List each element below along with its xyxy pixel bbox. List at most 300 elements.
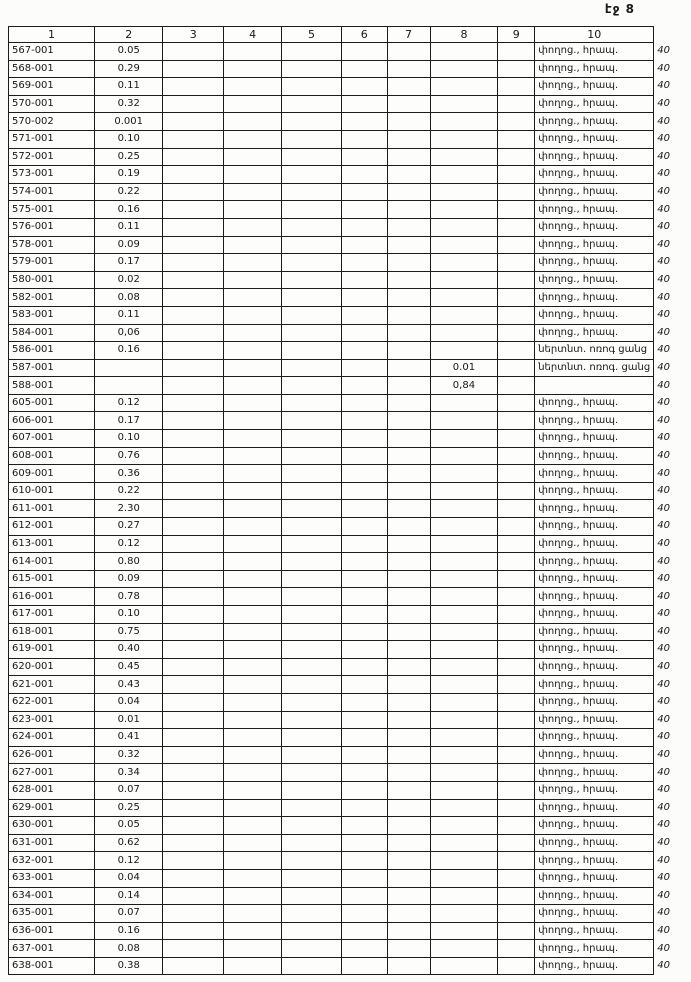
value-cell: [498, 729, 535, 747]
value-cell: [387, 377, 430, 395]
column-header-3: 3: [163, 27, 224, 43]
value-cell: [163, 201, 224, 219]
value-cell: [224, 535, 282, 553]
value-cell: [341, 781, 387, 799]
value-cell: [341, 359, 387, 377]
value-cell: [341, 570, 387, 588]
value-cell: [430, 183, 498, 201]
value-cell: [282, 887, 342, 905]
value-cell: 0.08: [94, 289, 163, 307]
value-cell: [387, 342, 430, 360]
margin-mark: 40: [657, 361, 670, 373]
value-cell: [163, 500, 224, 518]
value-cell: [341, 729, 387, 747]
value-cell: [387, 535, 430, 553]
value-cell: [498, 306, 535, 324]
row-id-cell: 635-001: [9, 905, 95, 923]
value-cell: [341, 658, 387, 676]
value-cell: [224, 113, 282, 131]
value-cell: [224, 588, 282, 606]
margin-mark: 40: [657, 168, 670, 180]
value-cell: [498, 553, 535, 571]
value-cell: [498, 289, 535, 307]
value-cell: [163, 658, 224, 676]
value-cell: [224, 905, 282, 923]
value-cell: [163, 218, 224, 236]
value-cell: [224, 447, 282, 465]
table-row: [9, 957, 691, 975]
value-cell: 0.27: [94, 518, 163, 536]
value-cell: [430, 641, 498, 659]
value-cell: [430, 588, 498, 606]
value-cell: [163, 465, 224, 483]
value-cell: [282, 606, 342, 624]
value-cell: [282, 781, 342, 799]
table-row: [9, 218, 691, 236]
row-id-cell: 637-001: [9, 940, 95, 958]
value-cell: [387, 852, 430, 870]
value-cell: 0.07: [94, 781, 163, 799]
value-cell: [430, 781, 498, 799]
row-id-cell: 628-001: [9, 781, 95, 799]
description-cell: փողոց., հրապ.: [535, 183, 654, 201]
value-cell: [224, 957, 282, 975]
value-cell: [341, 113, 387, 131]
margin-mark: 40: [657, 678, 670, 690]
table-row: [9, 570, 691, 588]
value-cell: [498, 148, 535, 166]
value-cell: [282, 817, 342, 835]
value-cell: [387, 570, 430, 588]
table-row: [9, 113, 691, 131]
row-id-cell: 636-001: [9, 922, 95, 940]
margin-mark: 40: [657, 485, 670, 497]
value-cell: [430, 834, 498, 852]
value-cell: [498, 359, 535, 377]
margin-mark: 40: [657, 326, 670, 338]
value-cell: [282, 799, 342, 817]
row-id-cell: 569-001: [9, 78, 95, 96]
value-cell: [387, 183, 430, 201]
value-cell: [224, 940, 282, 958]
description-cell: փողոց., հրապ.: [535, 447, 654, 465]
value-cell: [163, 43, 224, 61]
description-cell: փողոց., հրապ.: [535, 271, 654, 289]
page-number-label: էջ 8: [604, 2, 635, 16]
value-cell: 0.04: [94, 869, 163, 887]
description-cell: փողոց., հրապ.: [535, 43, 654, 61]
value-cell: 0.32: [94, 95, 163, 113]
value-cell: 0.34: [94, 764, 163, 782]
value-cell: 0.14: [94, 887, 163, 905]
column-header-10: 10: [535, 27, 654, 43]
value-cell: [498, 394, 535, 412]
margin-mark: 40: [657, 502, 670, 514]
value-cell: [163, 324, 224, 342]
description-cell: փողոց., հրապ.: [535, 95, 654, 113]
description-cell: փողոց., հրապ.: [535, 764, 654, 782]
value-cell: [498, 113, 535, 131]
value-cell: [341, 711, 387, 729]
value-cell: [341, 201, 387, 219]
value-cell: [430, 394, 498, 412]
row-id-cell: 567-001: [9, 43, 95, 61]
table-row: [9, 922, 691, 940]
row-id-cell: 633-001: [9, 869, 95, 887]
value-cell: [224, 465, 282, 483]
value-cell: [430, 201, 498, 219]
row-id-cell: 614-001: [9, 553, 95, 571]
value-cell: [224, 922, 282, 940]
value-cell: [387, 746, 430, 764]
value-cell: 0.09: [94, 236, 163, 254]
value-cell: 0.07: [94, 905, 163, 923]
margin-mark: 40: [657, 379, 670, 391]
value-cell: [387, 465, 430, 483]
value-cell: [387, 869, 430, 887]
description-cell: փողոց., հրապ.: [535, 482, 654, 500]
value-cell: 0.04: [94, 693, 163, 711]
row-id-cell: 638-001: [9, 957, 95, 975]
value-cell: 0.32: [94, 746, 163, 764]
column-header-9: 9: [498, 27, 535, 43]
value-cell: [387, 236, 430, 254]
value-cell: [430, 711, 498, 729]
value-cell: [163, 957, 224, 975]
value-cell: [498, 500, 535, 518]
value-cell: [498, 324, 535, 342]
value-cell: [163, 817, 224, 835]
margin-mark: 40: [657, 854, 670, 866]
value-cell: [341, 412, 387, 430]
value-cell: [341, 394, 387, 412]
value-cell: [163, 852, 224, 870]
value-cell: [341, 887, 387, 905]
value-cell: [224, 553, 282, 571]
value-cell: [498, 254, 535, 272]
value-cell: [282, 430, 342, 448]
value-cell: [163, 676, 224, 694]
value-cell: [498, 922, 535, 940]
value-cell: [341, 236, 387, 254]
value-cell: [341, 869, 387, 887]
margin-mark: 40: [657, 643, 670, 655]
margin-mark: 40: [657, 625, 670, 637]
value-cell: [341, 693, 387, 711]
value-cell: [387, 518, 430, 536]
table-row: [9, 711, 691, 729]
column-header-4: 4: [224, 27, 282, 43]
value-cell: [498, 711, 535, 729]
value-cell: [430, 482, 498, 500]
value-cell: [282, 271, 342, 289]
value-cell: [224, 623, 282, 641]
value-cell: [430, 957, 498, 975]
table-row: [9, 781, 691, 799]
row-id-cell: 631-001: [9, 834, 95, 852]
value-cell: [498, 905, 535, 923]
margin-mark: 40: [657, 414, 670, 426]
value-cell: [163, 711, 224, 729]
value-cell: 0.12: [94, 852, 163, 870]
row-id-cell: 618-001: [9, 623, 95, 641]
value-cell: [387, 130, 430, 148]
value-cell: [341, 922, 387, 940]
description-cell: փողոց., հրապ.: [535, 166, 654, 184]
value-cell: [341, 905, 387, 923]
row-id-cell: 570-001: [9, 95, 95, 113]
description-cell: փողոց., հրապ.: [535, 130, 654, 148]
value-cell: [430, 289, 498, 307]
value-cell: [282, 500, 342, 518]
value-cell: [163, 781, 224, 799]
value-cell: [224, 166, 282, 184]
value-cell: [430, 342, 498, 360]
value-cell: [163, 377, 224, 395]
value-cell: [498, 201, 535, 219]
value-cell: [224, 43, 282, 61]
value-cell: 0.12: [94, 394, 163, 412]
table-row: [9, 412, 691, 430]
margin-mark: 40: [657, 98, 670, 110]
value-cell: [498, 957, 535, 975]
value-cell: [498, 43, 535, 61]
value-cell: [430, 746, 498, 764]
value-cell: [282, 834, 342, 852]
description-cell: փողոց., հրապ.: [535, 817, 654, 835]
value-cell: [498, 852, 535, 870]
value-cell: [163, 905, 224, 923]
table-row: [9, 324, 691, 342]
description-cell: փողոց., հրապ.: [535, 799, 654, 817]
row-id-cell: 620-001: [9, 658, 95, 676]
value-cell: 0.40: [94, 641, 163, 659]
value-cell: 0.10: [94, 606, 163, 624]
table-row: [9, 130, 691, 148]
value-cell: 0.05: [94, 817, 163, 835]
value-cell: [282, 359, 342, 377]
table-row: [9, 641, 691, 659]
value-cell: [387, 78, 430, 96]
value-cell: [163, 430, 224, 448]
row-id-cell: 617-001: [9, 606, 95, 624]
value-cell: [163, 289, 224, 307]
value-cell: [430, 465, 498, 483]
value-cell: [430, 693, 498, 711]
margin-mark: 40: [657, 749, 670, 761]
row-id-cell: 572-001: [9, 148, 95, 166]
value-cell: 0.16: [94, 201, 163, 219]
value-cell: [387, 201, 430, 219]
value-cell: [430, 430, 498, 448]
description-cell: փողոց., հրապ.: [535, 412, 654, 430]
margin-mark: 40: [657, 889, 670, 901]
margin-mark: 40: [657, 186, 670, 198]
description-cell: փողոց., հրապ.: [535, 254, 654, 272]
value-cell: [341, 623, 387, 641]
margin-mark: 40: [657, 713, 670, 725]
value-cell: [498, 746, 535, 764]
value-cell: [430, 324, 498, 342]
value-cell: [224, 746, 282, 764]
value-cell: [224, 359, 282, 377]
value-cell: 0.76: [94, 447, 163, 465]
value-cell: [387, 166, 430, 184]
value-cell: [341, 130, 387, 148]
value-cell: [341, 271, 387, 289]
value-cell: [163, 183, 224, 201]
row-id-cell: 629-001: [9, 799, 95, 817]
table-row: [9, 606, 691, 624]
value-cell: [341, 60, 387, 78]
value-cell: [430, 43, 498, 61]
description-cell: փողոց., հրապ.: [535, 306, 654, 324]
value-cell: [430, 676, 498, 694]
value-cell: [498, 482, 535, 500]
value-cell: [282, 113, 342, 131]
margin-mark: 40: [657, 731, 670, 743]
value-cell: [498, 447, 535, 465]
margin-mark: 40: [657, 924, 670, 936]
table-row: [9, 834, 691, 852]
value-cell: [282, 289, 342, 307]
value-cell: [163, 236, 224, 254]
margin-mark: 40: [657, 238, 670, 250]
value-cell: [341, 500, 387, 518]
table-row: [9, 271, 691, 289]
table-row: [9, 359, 691, 377]
value-cell: 0.001: [94, 113, 163, 131]
value-cell: [224, 729, 282, 747]
value-cell: [498, 887, 535, 905]
value-cell: 0.38: [94, 957, 163, 975]
value-cell: [163, 764, 224, 782]
value-cell: [430, 271, 498, 289]
value-cell: [163, 799, 224, 817]
value-cell: [498, 781, 535, 799]
margin-mark: 40: [657, 344, 670, 356]
value-cell: [387, 641, 430, 659]
description-cell: փողոց., հրապ.: [535, 465, 654, 483]
value-cell: [498, 940, 535, 958]
value-cell: [224, 95, 282, 113]
margin-mark: 40: [657, 467, 670, 479]
value-cell: [387, 113, 430, 131]
value-cell: [341, 535, 387, 553]
margin-mark: 40: [657, 432, 670, 444]
value-cell: [430, 852, 498, 870]
value-cell: [94, 377, 163, 395]
value-cell: [430, 869, 498, 887]
value-cell: [282, 570, 342, 588]
description-cell: փողոց., հրապ.: [535, 922, 654, 940]
value-cell: [163, 553, 224, 571]
value-cell: [341, 641, 387, 659]
margin-mark: 40: [657, 696, 670, 708]
value-cell: 0.80: [94, 553, 163, 571]
value-cell: [282, 324, 342, 342]
value-cell: [341, 95, 387, 113]
value-cell: [282, 729, 342, 747]
margin-mark: 40: [657, 766, 670, 778]
value-cell: 0.10: [94, 430, 163, 448]
margin-mark: 40: [657, 115, 670, 127]
row-id-cell: 605-001: [9, 394, 95, 412]
description-cell: փողոց., հրապ.: [535, 60, 654, 78]
value-cell: [387, 940, 430, 958]
value-cell: [224, 693, 282, 711]
value-cell: [387, 817, 430, 835]
row-id-cell: 580-001: [9, 271, 95, 289]
value-cell: [224, 183, 282, 201]
row-id-cell: 621-001: [9, 676, 95, 694]
value-cell: [163, 588, 224, 606]
value-cell: [387, 359, 430, 377]
value-cell: [282, 60, 342, 78]
value-cell: [282, 306, 342, 324]
value-cell: [224, 570, 282, 588]
value-cell: [430, 60, 498, 78]
column-header-8: 8: [430, 27, 498, 43]
value-cell: [341, 342, 387, 360]
value-cell: [224, 306, 282, 324]
description-cell: փողոց., հրապ.: [535, 588, 654, 606]
value-cell: [341, 852, 387, 870]
value-cell: [387, 658, 430, 676]
value-cell: [224, 834, 282, 852]
value-cell: [341, 799, 387, 817]
value-cell: [430, 166, 498, 184]
value-cell: [224, 500, 282, 518]
row-id-cell: 583-001: [9, 306, 95, 324]
row-id-cell: 627-001: [9, 764, 95, 782]
value-cell: [341, 553, 387, 571]
description-cell: փողոց., հրապ.: [535, 78, 654, 96]
value-cell: 0.02: [94, 271, 163, 289]
table-row: [9, 658, 691, 676]
value-cell: [430, 922, 498, 940]
table-row: [9, 306, 691, 324]
margin-mark: 40: [657, 801, 670, 813]
value-cell: [430, 658, 498, 676]
value-cell: [224, 236, 282, 254]
value-cell: 0.11: [94, 218, 163, 236]
value-cell: [224, 78, 282, 96]
table-row: [9, 817, 691, 835]
value-cell: [163, 394, 224, 412]
value-cell: [163, 535, 224, 553]
value-cell: [341, 254, 387, 272]
value-cell: [224, 394, 282, 412]
value-cell: [387, 289, 430, 307]
value-cell: [430, 887, 498, 905]
value-cell: [282, 43, 342, 61]
value-cell: [430, 447, 498, 465]
margin-mark: 40: [657, 62, 670, 74]
description-cell: փողոց., հրապ.: [535, 834, 654, 852]
value-cell: [224, 799, 282, 817]
value-cell: [163, 940, 224, 958]
value-cell: [387, 412, 430, 430]
value-cell: [430, 940, 498, 958]
value-cell: [498, 95, 535, 113]
row-id-cell: 623-001: [9, 711, 95, 729]
table-row: [9, 342, 691, 360]
row-id-cell: 630-001: [9, 817, 95, 835]
value-cell: [498, 377, 535, 395]
value-cell: [163, 869, 224, 887]
value-cell: [430, 113, 498, 131]
